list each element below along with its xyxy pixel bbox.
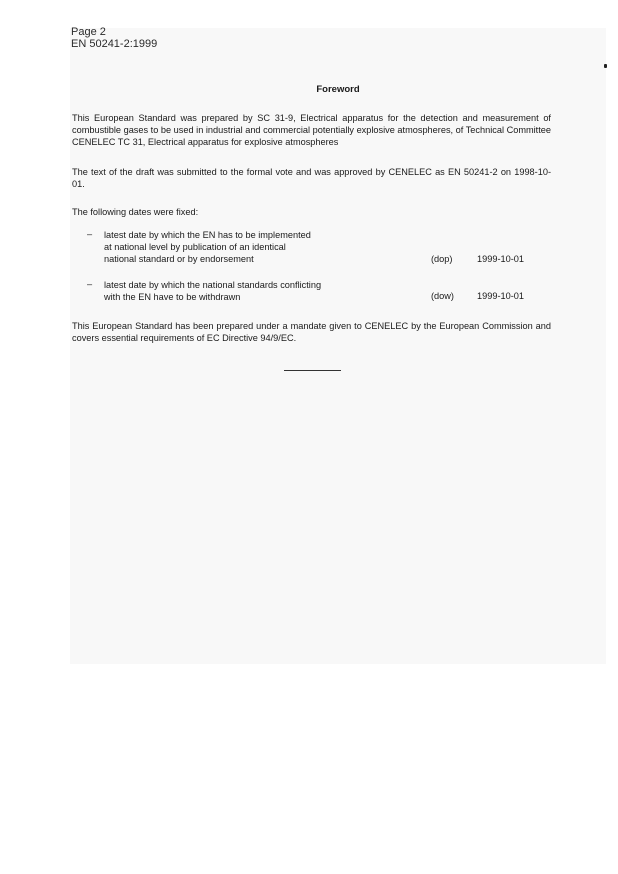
date-item-line: latest date by which the national standards conflicting (104, 280, 322, 290)
date-value: 1999-10-01 (477, 254, 524, 264)
date-value: 1999-10-01 (477, 291, 524, 301)
page-header (71, 26, 157, 50)
page-number: Page 2 (71, 26, 106, 38)
date-code: (dop) (431, 254, 453, 264)
date-item-line: at national level by publication of an identical (104, 242, 286, 252)
scan-speck (604, 64, 607, 68)
date-item-description (104, 279, 404, 303)
foreword-paragraph-dates-intro: The following dates were fixed: (72, 207, 199, 217)
date-item-line: national standard or by endorsement (104, 254, 254, 264)
date-item-line: latest date by which the EN has to be implemented (104, 230, 311, 240)
list-bullet: – (87, 279, 93, 289)
date-code: (dow) (431, 291, 454, 301)
section-end-rule (284, 370, 341, 371)
foreword-paragraph-mandate: This European Standard has been prepared under a mandate given to CENELEC by the European Commission and covers essential requirements of EC Directive 94/9/EC. (72, 321, 551, 343)
list-bullet: – (87, 229, 93, 239)
foreword-paragraph-preparation: This European Standard was prepared by SC 31-9, Electrical apparatus for the detection and measurement of combustible gases to be used in industrial and commercial potentially explosive atmospheres, of Technical Committee CENELEC TC 31, Electrical apparatus for explosive atmospheres (72, 113, 551, 147)
foreword-title: Foreword (316, 84, 360, 95)
date-item-description (104, 229, 404, 265)
date-item-line: with the EN have to be withdrawn (104, 292, 241, 302)
standard-identifier: EN 50241-2:1999 (71, 38, 158, 50)
foreword-paragraph-approval: The text of the draft was submitted to the formal vote and was approved by CENELEC as EN 50241-2 on 1998-10-01. (72, 167, 551, 189)
